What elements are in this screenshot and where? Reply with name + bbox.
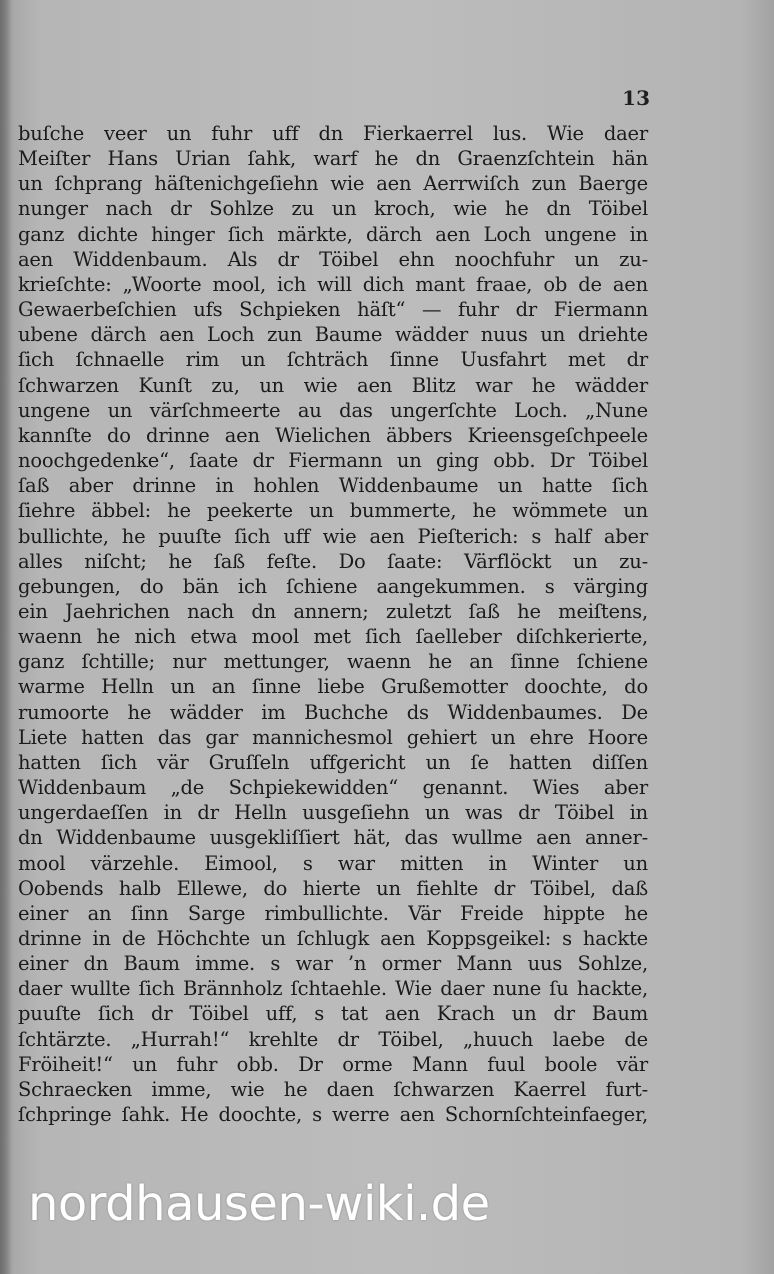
text-line: ungene un värſchmeerte au das ungerſchte Loch. „Nune [18, 398, 648, 422]
text-line: einer dn Baum imme. s war ’n ormer Mann uus Sohlze, [18, 952, 648, 976]
text-line: Schraecken imme, wie he daen ſchwarzen Kaerrel furt- [18, 1077, 648, 1101]
text-line: krieſchte: „Woorte mool, ich will dich mant fraae, ob de aen [18, 272, 648, 296]
text-line: Meiſter Hans Urian ſahk, warf he dn Graenzſchtein hän [18, 147, 648, 171]
text-line: kannſte do drinne aen Wielichen äbbers Krieensgeſchpeele [18, 423, 648, 447]
text-line: ganz ſchtille; nur mettunger, waenn he an ſinne ſchiene [18, 650, 648, 674]
text-line: buſche veer un fuhr uff dn Fierkaerrel lus. Wie daer [18, 122, 648, 145]
page-number: 13 [622, 86, 650, 110]
text-line: drinne in de Höchchte un ſchlugk aen Koppsgeikel: s hackte [18, 927, 648, 950]
text-line: Oobends halb Ellewe, do hierte un fiehlte dr Töibel, daß [18, 876, 648, 900]
text-line: ſich ſchnaelle rim un ſchträch ſinne Uusfahrt met dr [18, 348, 648, 372]
text-line: waenn he nich etwa mool met ſich ſaelleber diſchkerierte, [18, 625, 648, 649]
text-line: mool värzehle. Eimool, s war mitten in Winter un [18, 851, 648, 875]
text-line: warme Helln un an ſinne liebe Grußemotter doochte, do [18, 675, 648, 699]
text-line: ſiehre äbbel: he peekerte un bummerte, he wömmete un [18, 499, 648, 523]
page-edge-shadow [0, 0, 12, 1274]
text-line: ein Jaehrichen nach dn annern; zuletzt ſaß he meiſtens, [18, 599, 648, 623]
text-line: rumoorte he wädder im Buchche ds Widdenbaumes. De [18, 700, 648, 724]
text-line: Widdenbaum „de Schpiekewidden“ genannt. Wies aber [18, 776, 648, 800]
text-line: gebungen, do bän ich ſchiene aangekummen. s värging [18, 574, 648, 598]
text-line: ſchwarzen Kunſt zu, un wie aen Blitz war he wädder [18, 373, 648, 397]
text-line: nunger nach dr Sohlze zu un kroch, wie he dn Töibel [18, 197, 648, 221]
text-line: aen Widdenbaum. Als dr Töibel ehn noochfuhr un zu- [18, 247, 648, 271]
text-line: ubene därch aen Loch zun Baume wädder nuus un driehte [18, 323, 648, 347]
text-line: alles niſcht; he ſaß feſte. Do ſaate: Värflöckt un zu- [18, 549, 648, 573]
text-line: noochgedenke“, ſaate dr Fiermann un ging obb. Dr Töibel [18, 449, 648, 473]
text-line: ſaß aber drinne in hohlen Widdenbaume un hatte ſich [18, 474, 648, 498]
text-line: puuſte ſich dr Töibel uff, s tat aen Krach un dr Baum [18, 1002, 648, 1026]
text-line: ſchtärzte. „Hurrah!“ krehlte dr Töibel, „huuch laebe de [18, 1027, 648, 1051]
text-line: ſchpringe ſahk. He doochte, s werre aen Schornſchteinfaeger, [18, 1103, 648, 1127]
text-line: dn Widdenbaume uusgekliſſiert hät, das wullme aen anner- [18, 826, 648, 850]
text-line: Gewaerbeſchien ufs Schpieken häſt“ — fuhr dr Fiermann [18, 298, 648, 322]
text-line: einer an ſinn Sarge rimbullichte. Vär Freide hippte he [18, 901, 648, 925]
text-line: Liete hatten das gar mannichesmol gehiert un ehre Hoore [18, 725, 648, 749]
text-line: Fröiheit!“ un fuhr obb. Dr orme Mann fuul boole vär [18, 1052, 648, 1076]
text-line: daer wullte ſich Brännholz ſchtaehle. Wie daer nune ſu hackte, [18, 977, 648, 1001]
text-line: un ſchprang häſtenichgeſiehn wie aen Aerrwiſch zun Baerge [18, 172, 648, 196]
watermark-text: nordhausen-wiki.de [28, 1176, 490, 1232]
text-line: ungerdaeſſen in dr Helln uusgeſiehn un was dr Töibel in [18, 801, 648, 825]
text-line: bullichte, he puuſte ſich uff wie aen Pieſterich: s half aber [18, 524, 648, 548]
text-line: hatten ſich vär Gruſſeln uffgericht un ſe hatten diſſen [18, 750, 648, 774]
text-line: ganz dichte hinger ſich märkte, därch aen Loch ungene in [18, 222, 648, 246]
body-text [18, 121, 648, 1127]
